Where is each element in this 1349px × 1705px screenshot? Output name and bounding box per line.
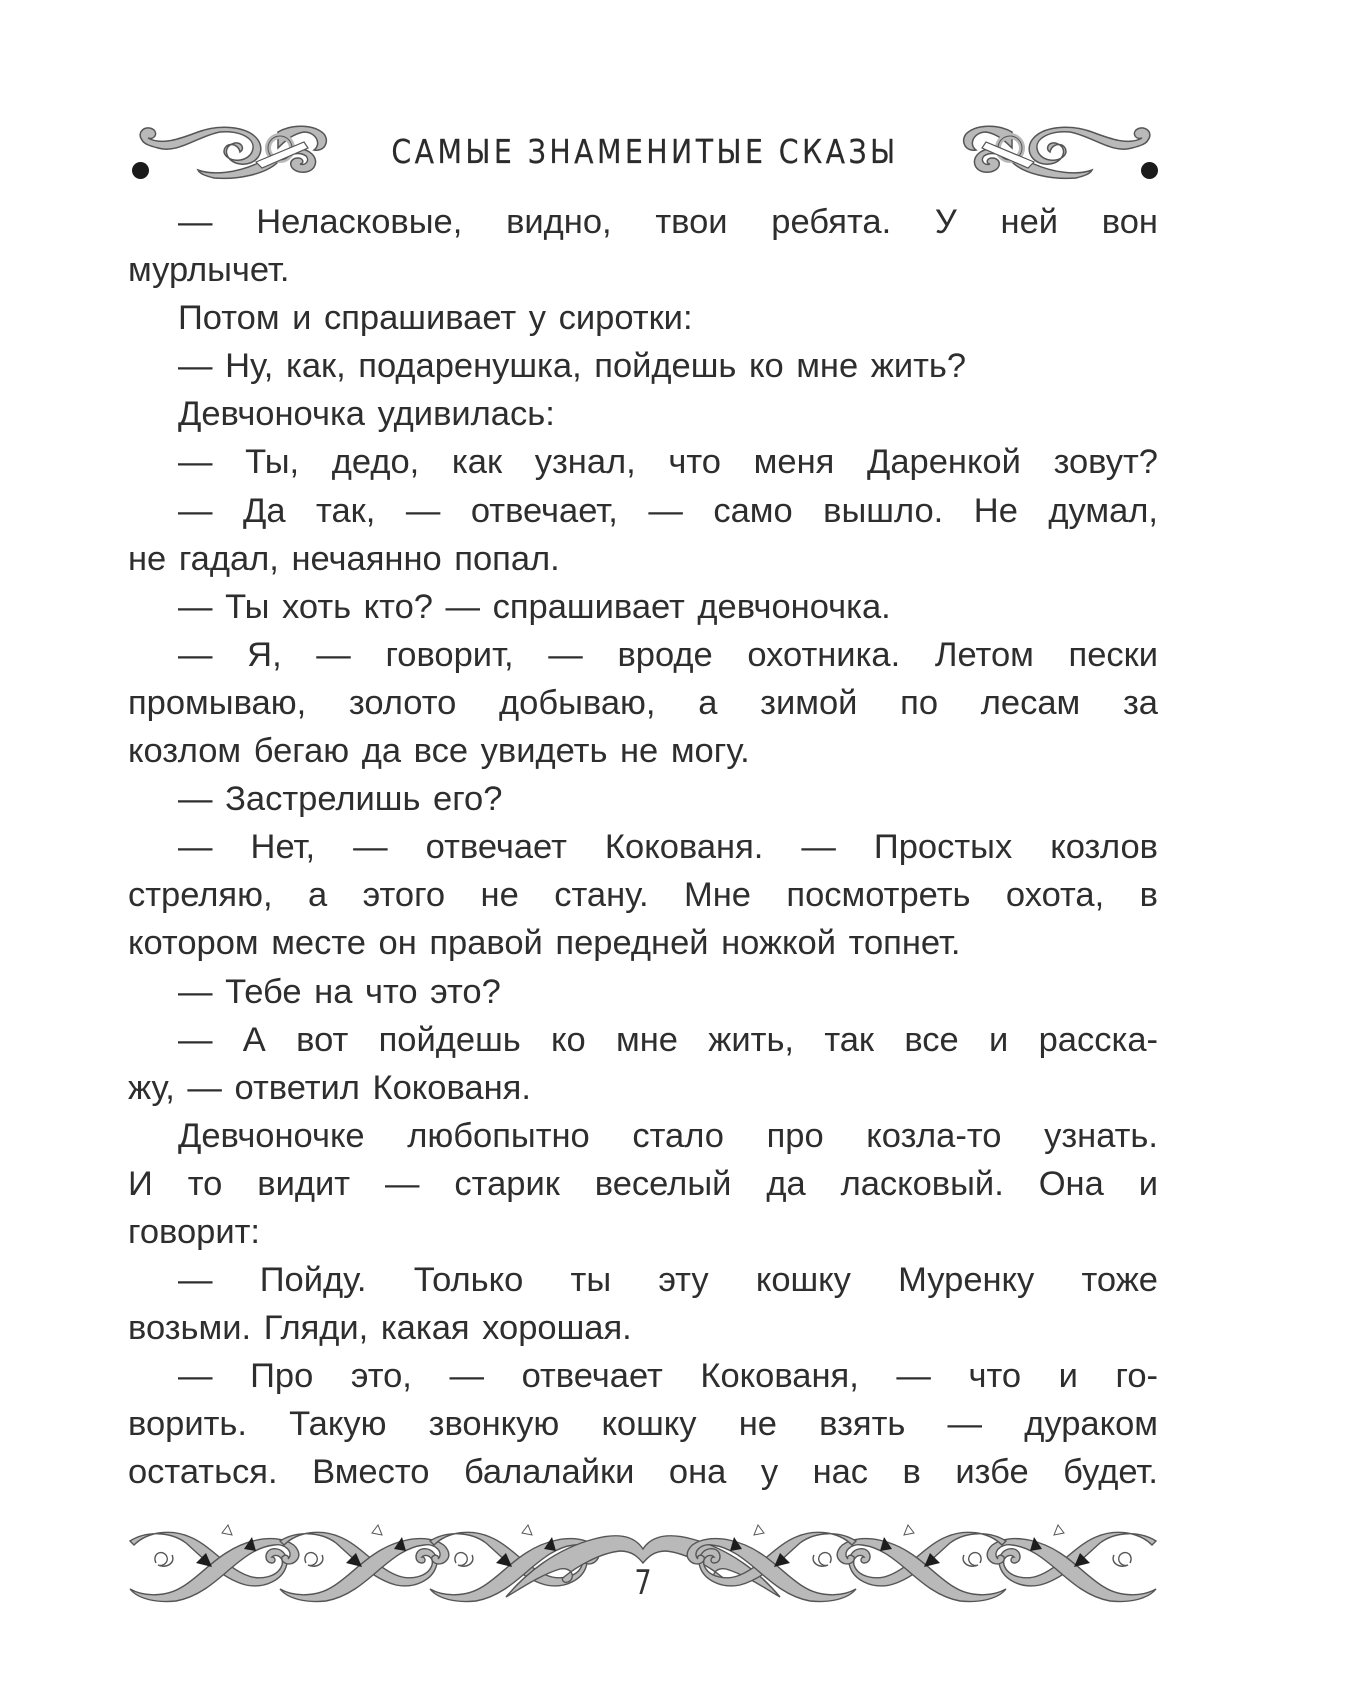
text-line: козлом бегаю да все увидеть не могу.: [128, 732, 750, 771]
text-line: Потом и спрашивает у сиротки:: [178, 299, 693, 338]
text-line: остаться. Вместо балалайки она у нас в избе будет.: [128, 1453, 1158, 1492]
text-line: — Ну, как, подаренушка, пойдешь ко мне жить?: [178, 347, 967, 386]
text-line: — Нет, — отвечает Кокованя. — Простых козлов: [178, 828, 1158, 867]
text-line: И то видит — старик веселый да ласковый. Она и: [128, 1164, 1158, 1203]
text-line: жу, — ответил Кокованя.: [128, 1068, 531, 1107]
story-text: [128, 198, 1158, 1497]
text-line: промываю, золото добываю, а зимой по лесам за: [128, 683, 1158, 722]
text-line: ворить. Такую звонкую кошку не взять — дураком: [128, 1405, 1158, 1444]
text-line: Девчоночка удивилась:: [178, 395, 555, 434]
text-line: не гадал, нечаянно попал.: [128, 539, 560, 578]
text-line: — Про это, — отвечает Кокованя, — что и го-: [178, 1357, 1158, 1396]
running-header: [120, 118, 1170, 182]
page-number: 7: [634, 1563, 652, 1603]
running-title: САМЫЕ ЗНАМЕНИТЫЕ СКАЗЫ: [391, 132, 899, 171]
text-line: стреляю, а этого не стану. Мне посмотреть охота, в: [128, 876, 1158, 915]
text-line: — Ты, дедо, как узнал, что меня Даренкой зовут?: [178, 443, 1158, 482]
bullet-dot-icon: [1141, 162, 1158, 179]
text-line: мурлычет.: [128, 251, 290, 290]
text-line: — Я, — говорит, — вроде охотника. Летом пески: [178, 635, 1158, 674]
text-line: — А вот пойдешь ко мне жить, так все и расска-: [178, 1020, 1158, 1059]
page-footer: [126, 1523, 1160, 1607]
text-line: котором месте он правой передней ножкой топнет.: [128, 924, 961, 963]
text-line: говорит:: [128, 1212, 260, 1251]
celtic-knot-ornament-icon: [957, 118, 1162, 180]
celtic-knot-ornament-icon: [128, 118, 333, 180]
text-line: возьми. Гляди, какая хорошая.: [128, 1309, 632, 1348]
text-line: — Тебе на что это?: [178, 972, 501, 1011]
text-line: — Застрелишь его?: [178, 780, 503, 819]
text-line: — Пойду. Только ты эту кошку Муренку тоже: [178, 1261, 1158, 1300]
text-line: Девчоночке любопытно стало про козла-то узнать.: [178, 1116, 1158, 1155]
text-line: — Ты хоть кто? — спрашивает девчоночка.: [178, 587, 891, 626]
text-line: — Неласковые, видно, твои ребята. У ней вон: [178, 203, 1158, 241]
text-line: — Да так, — отвечает, — само вышло. Не думал,: [178, 491, 1158, 530]
